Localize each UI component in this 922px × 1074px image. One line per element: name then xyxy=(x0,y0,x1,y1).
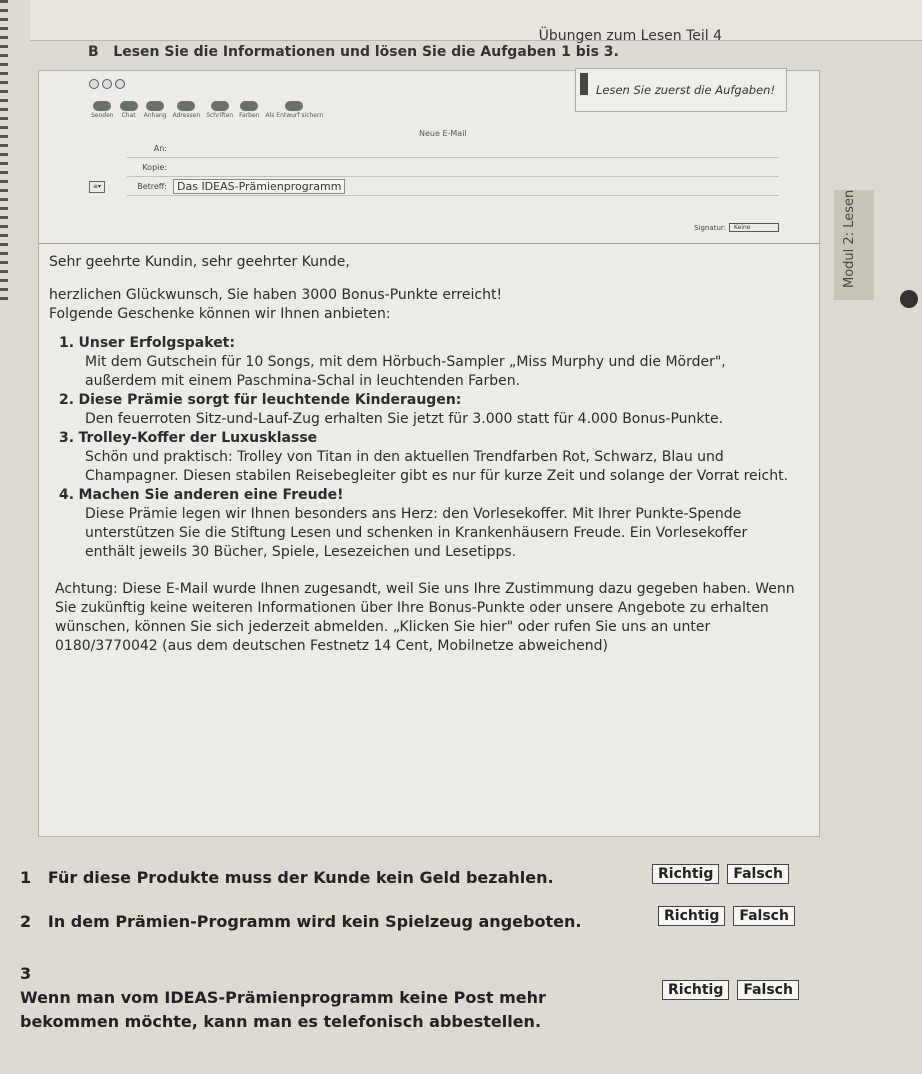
attach-icon xyxy=(146,101,164,111)
page-dot xyxy=(900,290,918,308)
richtig-button[interactable]: Richtig xyxy=(662,980,729,1000)
toolbar-attach[interactable]: Anhang xyxy=(144,101,167,119)
cc-row[interactable]: Kopie: xyxy=(127,158,779,177)
item-title: Unser Erfolgspaket: xyxy=(78,335,235,351)
intro-line-1: herzlichen Glückwunsch, Sie haben 3000 Bonus-Punkte erreicht! xyxy=(49,287,503,303)
toolbar-colors[interactable]: Farben xyxy=(239,101,259,119)
item-desc: Den feuerroten Sitz-und-Lauf-Zug erhalten Sie jetzt für 3.000 statt für 4.000 Bonus-Punkte. xyxy=(85,411,724,427)
list-item: 2. Diese Prämie sorgt für leuchtende Kinderaugen: Den feuerroten Sitz-und-Lauf-Zug erhalten Sie jetzt für 3.000 statt für 4.000 Bonus-Punkte. xyxy=(49,391,799,429)
note-text: Lesen Sie zuerst die Aufgaben! xyxy=(596,83,776,97)
question-1: 1 Für diese Produkte muss der Kunde kein Geld bezahlen. xyxy=(20,868,554,887)
toolbar-addresses[interactable]: Adressen xyxy=(173,101,201,119)
item-desc: Mit dem Gutschein für 10 Songs, mit dem Hörbuch-Sampler „Miss Murphy und die Mörder", außerdem mit einem Paschmina-Schal in leuchtenden Farben. xyxy=(85,354,726,389)
answer-buttons-2 xyxy=(658,906,795,926)
answer-buttons-3 xyxy=(662,980,799,1000)
binder-rings xyxy=(0,0,8,300)
richtig-button[interactable]: Richtig xyxy=(652,864,719,884)
question-3: 3 Wenn man vom IDEAS-Prämienprogramm keine Post mehr bekommen möchte, kann man es telefonisch abbestellen. xyxy=(20,962,620,1034)
instruction-text: Lesen Sie die Informationen und lösen Sie die Aufgaben 1 bis 3. xyxy=(113,44,619,60)
toolbar-chat[interactable]: Chat xyxy=(120,101,138,119)
intro-line-2: Folgende Geschenke können wir Ihnen anbieten: xyxy=(49,306,391,322)
question-text: Wenn man vom IDEAS-Prämienprogramm keine Post mehr bekommen möchte, kann man es telefonisch abbestellen. xyxy=(20,988,546,1031)
question-2: 2 In dem Prämien-Programm wird kein Spielzeug angeboten. xyxy=(20,912,582,931)
email-fields xyxy=(127,139,779,196)
email-body xyxy=(49,253,799,656)
toolbar-fonts[interactable]: Schriften xyxy=(206,101,233,119)
falsch-button[interactable]: Falsch xyxy=(727,864,789,884)
list-icon[interactable]: ≡▾ xyxy=(89,181,105,193)
instruction-note xyxy=(575,68,787,112)
toolbar-draft[interactable]: Als Entwurf sichern xyxy=(265,101,323,119)
item-title: Machen Sie anderen eine Freude! xyxy=(78,487,344,503)
signature-value[interactable]: Keine xyxy=(729,223,779,232)
font-icon xyxy=(211,101,229,111)
toolbar-send[interactable]: Senden xyxy=(91,101,114,119)
window-controls[interactable] xyxy=(89,79,125,89)
email-window xyxy=(38,70,820,837)
zoom-dot[interactable] xyxy=(115,79,125,89)
to-row[interactable]: An: xyxy=(127,139,779,158)
greeting: Sehr geehrte Kundin, sehr geehrter Kunde, xyxy=(49,254,350,270)
chat-icon xyxy=(120,101,138,111)
item-title: Diese Prämie sorgt für leuchtende Kinderaugen: xyxy=(78,392,462,408)
question-text: In dem Prämien-Programm wird kein Spielzeug angeboten. xyxy=(47,912,582,931)
subject-row[interactable]: Betreff: Das IDEAS-Prämienprogramm xyxy=(127,177,779,196)
answer-buttons-1 xyxy=(652,864,789,884)
minimize-dot[interactable] xyxy=(102,79,112,89)
list-item: 3. Trolley-Koffer der Luxusklasse Schön und praktisch: Trolley von Titan in den aktuellen Trendfarben Rot, Schwarz, Blau und Champagner. Diesen stabilen Reisebegleiter gibt es nur für kurze Zeit und solange der Vorrat reicht. xyxy=(49,429,799,486)
subject-value[interactable]: Das IDEAS-Prämienprogramm xyxy=(173,179,345,194)
list-item: 4. Machen Sie anderen eine Freude! Diese Prämie legen wir Ihnen besonders ans Herz: den Vorlesekoffer. Mit Ihrer Punkte-Spende unterstützen Sie die Stiftung Lesen und schenken in Krankenhäusern Freude. Ein Vorlesekoffer enthält jeweils 30 Bücher, Spiele, Lesezeichen und Lesetipps. xyxy=(49,486,799,562)
signature-select[interactable]: Signatur: Keine xyxy=(694,223,779,232)
item-title: Trolley-Koffer der Luxusklasse xyxy=(78,430,318,446)
item-desc: Diese Prämie legen wir Ihnen besonders ans Herz: den Vorlesekoffer. Mit Ihrer Punkte-Spende unterstützen Sie die Stiftung Lesen und schenken in Krankenhäusern Freude. Ein Vorlesekoffer enthält jeweils 30 Bücher, Spiele, Lesezeichen und Lesetipps. xyxy=(85,506,748,560)
header-separator xyxy=(39,243,819,244)
item-desc: Schön und praktisch: Trolley von Titan in den aktuellen Trendfarben Rot, Schwarz, Blau und Champagner. Diesen stabilen Reisebegleiter gibt es nur für kurze Zeit und solange der Vorrat reicht. xyxy=(85,449,789,484)
page-top-edge xyxy=(30,0,922,41)
email-toolbar xyxy=(91,101,323,119)
send-icon xyxy=(93,101,111,111)
achtung-notice: Achtung: Diese E-Mail wurde Ihnen zugesandt, weil Sie uns Ihre Zustimmung dazu gegeben haben. Wenn Sie zukünftig keine weiteren Informationen über Ihre Bonus-Punkte oder unsere Angebote zu erhalten wünschen, können Sie sich jederzeit abmelden. „Klicken Sie hier" oder rufen Sie uns an unter 0180/3770042 (aus dem deutschen Festnetz 14 Cent, Mobilnetze abweichend) xyxy=(55,581,795,654)
close-dot[interactable] xyxy=(89,79,99,89)
instruction-letter: B xyxy=(88,44,99,60)
falsch-button[interactable]: Falsch xyxy=(737,980,799,1000)
colors-icon xyxy=(240,101,258,111)
list-item: 1. Unser Erfolgspaket: Mit dem Gutschein für 10 Songs, mit dem Hörbuch-Sampler „Miss Murphy und die Mörder", außerdem mit einem Paschmina-Schal in leuchtenden Farben. xyxy=(49,334,799,391)
side-tab-label: Modul 2: Lesen xyxy=(842,189,857,288)
addressbook-icon xyxy=(177,101,195,111)
note-marker xyxy=(580,73,588,95)
question-text: Für diese Produkte muss der Kunde kein Geld bezahlen. xyxy=(47,868,554,887)
instruction xyxy=(88,44,619,60)
side-tab xyxy=(834,190,874,300)
page-header: Übungen zum Lesen Teil 4 xyxy=(538,28,722,44)
window-title: Neue E-Mail xyxy=(419,129,467,138)
falsch-button[interactable]: Falsch xyxy=(733,906,795,926)
draft-icon xyxy=(285,101,303,111)
richtig-button[interactable]: Richtig xyxy=(658,906,725,926)
